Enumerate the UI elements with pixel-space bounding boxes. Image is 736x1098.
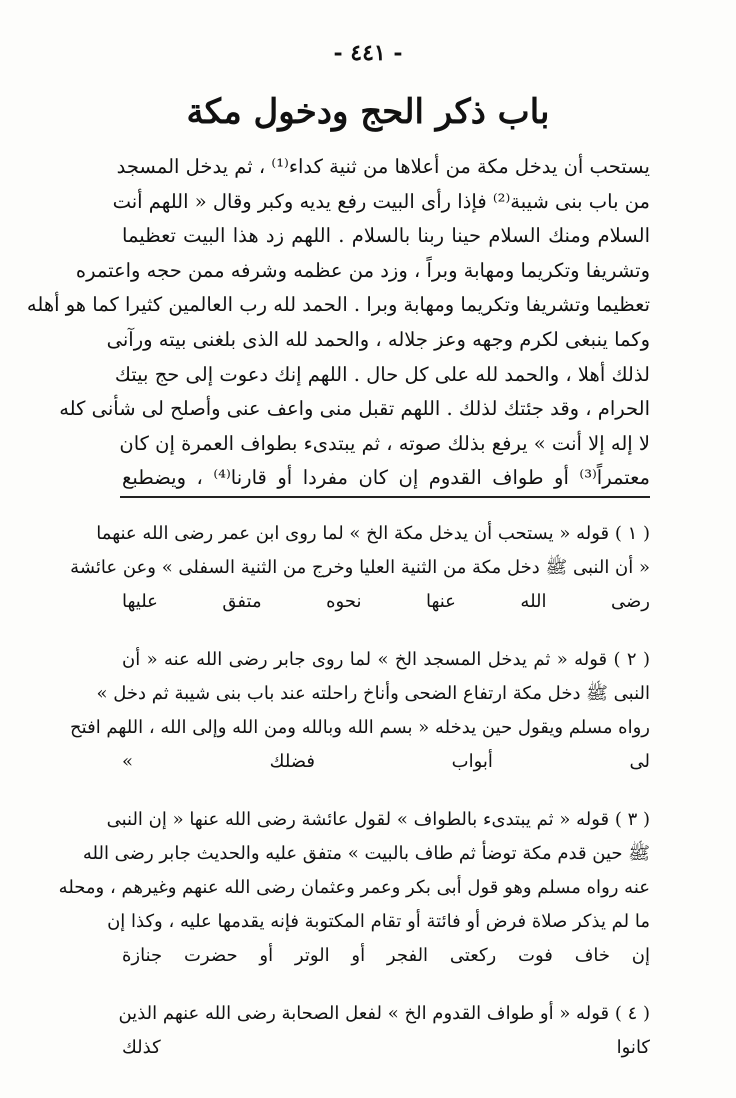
footnote-line: رضى الله عنها نحوه متفق عليها [122, 591, 650, 612]
footnote-4 [118, 997, 650, 1065]
main-text-line: لا إله إلا أنت » يرفع بذلك صوته ، ثم يبتدىء بطواف العمرة إن كان [119, 431, 650, 455]
main-text-line: وتشريفا وتكريما ومهابة وبراً ، وزد من عظمه وشرفه ممن حجه واعتمره [75, 258, 650, 282]
footnote-line: ( ٣ ) قوله « ثم يبتدىء بالطواف » لقول عائشة رضى الله عنها « إن النبى [106, 809, 650, 830]
chapter-title: باب ذكر الحج ودخول مكة [186, 92, 550, 132]
footnote-line: رواه مسلم ويقول حين يدخله « بسم الله وبالله ومن الله وإلى الله ، اللهم افتح [70, 717, 650, 738]
footnote-line: إن خاف فوت ركعتى الفجر أو الوتر أو حضرت جنازة [122, 945, 650, 966]
footnote-line: ما لم يذكر صلاة فرض أو فائتة أو تقام المكتوبة فإنه يقدمها عليه ، وكذا إن [107, 911, 650, 932]
main-text-line: السلام ومنك السلام حينا ربنا بالسلام . اللهم زد هذا البيت تعظيما [122, 224, 650, 248]
footnote-3 [58, 803, 650, 973]
main-text-line: تعظيما وتشريفا وتكريما ومهابة وبرا . الحمد لله رب العالمين كثيرا كما هو أهله [26, 293, 650, 317]
footnote-line: ( ١ ) قوله « يستحب أن يدخل مكة الخ » لما روى ابن عمر رضى الله عنهما [96, 523, 650, 544]
main-text-line: الحرام ، وقد جئتك لذلك . اللهم تقبل منى واعف عنى وأصلح لى شأنى كله [59, 397, 650, 421]
footnote-2 [70, 643, 650, 779]
footnote-line: كانوا كذلك [122, 1037, 650, 1058]
footnotes [58, 517, 650, 1089]
main-text [26, 150, 650, 496]
footnote-line: عنه رواه مسلم وهو قول أبى بكر وعمر وعثمان رضى الله عنهم وغيرهم ، ومحله [58, 877, 650, 898]
main-text-line: يستحب أن يدخل مكة من أعلاها من ثنية كداء⁽¹⁾ ، ثم يدخل المسجد [116, 155, 650, 178]
footnote-divider [120, 496, 650, 498]
main-text-line: لذلك أهلا ، والحمد لله على كل حال . اللهم إنك دعوت إلى حج بيتك [114, 362, 650, 386]
footnote-line: « أن النبى ﷺ دخل مكة من الثنية العليا وخرج من الثنية السفلى » وعن عائشة [70, 557, 650, 578]
main-text-line: وكما ينبغى لكرم وجهه وعز جلاله ، والحمد لله الذى بلغنى بيته ورآنى [106, 327, 650, 351]
footnote-1 [70, 517, 650, 619]
footnote-line: لى أبواب فضلك » [122, 751, 650, 772]
main-text-line: من باب بنى شيبة⁽²⁾ فإذا رأى البيت رفع يديه وكبر وقال « اللهم أنت [112, 189, 650, 213]
main-text-line: معتمراً⁽³⁾ أو طواف القدوم إن كان مفردا أو قارنا⁽⁴⁾ ، ويضطبع [122, 466, 650, 490]
footnote-line: ( ٢ ) قوله « ثم يدخل المسجد الخ » لما روى جابر رضى الله عنه « أن [122, 649, 650, 670]
footnote-line: ( ٤ ) قوله « أو طواف القدوم الخ » لفعل الصحابة رضى الله عنهم الذين [118, 1003, 650, 1024]
page-number: - ٤٤١ - [333, 40, 403, 66]
footnote-line: النبى ﷺ دخل مكة ارتفاع الضحى وأناخ راحلته عند باب بنى شيبة ثم دخل » [96, 683, 650, 704]
footnote-line: ﷺ حين قدم مكة توضأ ثم طاف بالبيت » متفق عليه والحديث جابر رضى الله [82, 843, 650, 864]
